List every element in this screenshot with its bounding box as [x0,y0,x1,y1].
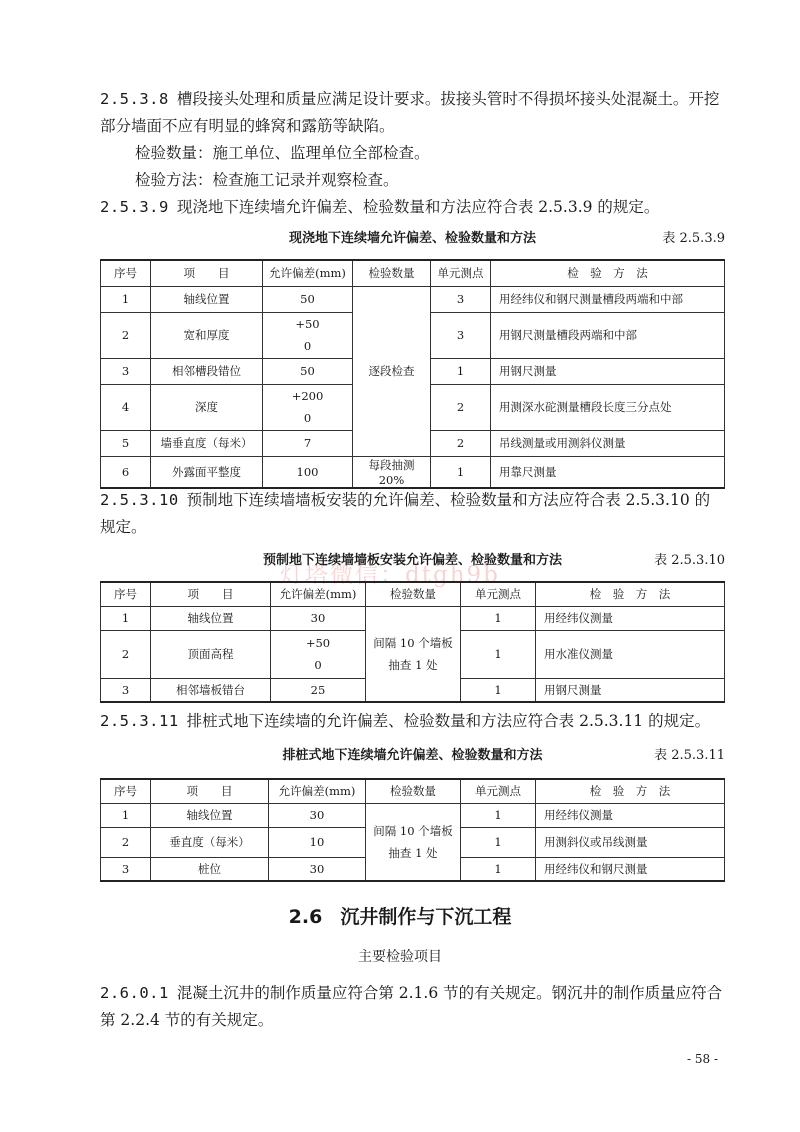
table-row [101,803,725,827]
section-heading [0,902,800,929]
row-method: 用经纬仪和钢尺测量槽段两端和中部 [491,286,725,312]
row-deviation [263,384,353,430]
row-method: 用靠尺测量 [491,456,725,488]
table-header-row [101,260,725,286]
row-item: 外露面平整度 [151,456,263,488]
header-cell: 单元测点 [461,582,536,606]
header-cell: 检 验 方 法 [536,779,725,803]
row-points: 3 [431,312,491,358]
inspection-quantity: 检验数量：施工单位、监理单位全部检查。 [135,144,430,162]
row-method: 用经纬仪测量 [536,606,725,630]
row-method: 用测深水砣测量槽段长度三分点处 [491,384,725,430]
clause-number: 2.5.3.10 [100,491,179,509]
clause-2-5-3-8 [100,86,725,140]
clause-text: 现浇地下连续墙允许偏差、检验数量和方法应符合表 2.5.3.9 的规定。 [176,198,660,216]
header-cell: 检验数量 [366,582,461,606]
section-title: 沉井制作与下沉工程 [340,906,512,928]
row-method: 吊线测量或用测斜仪测量 [491,430,725,456]
row-points: 1 [431,358,491,384]
header-cell: 序号 [101,779,151,803]
row-number: 4 [101,384,151,430]
header-cell: 检 验 方 法 [536,582,725,606]
page-number: - 58 - [686,1052,718,1066]
table-2-5-3-11 [100,778,725,882]
row-item: 轴线位置 [151,606,271,630]
clause-2-6-0-1 [100,980,725,1034]
header-cell: 项 目 [151,582,271,606]
row-number: 3 [101,358,151,384]
row-item: 墙垂直度（每米） [151,430,263,456]
table-caption [100,744,725,768]
clause-text: 预制地下连续墙墙板安装的允许偏差、检验数量和方法应符合表 2.5.3.10 的规定。 [100,491,711,536]
header-cell: 序号 [101,582,151,606]
row-points: 1 [461,803,536,827]
header-cell: 检验数量 [353,260,431,286]
row-deviation [263,312,353,358]
table-number: 表 2.5.3.10 [654,553,725,568]
header-cell: 允许偏差(mm) [271,582,366,606]
header-cell: 序号 [101,260,151,286]
row-points: 1 [461,827,536,857]
row-method: 用测斜仪或吊线测量 [536,827,725,857]
row-number: 2 [101,827,151,857]
row-deviation: 10 [269,827,366,857]
row-item: 垂直度（每米） [151,827,269,857]
deviation-upper: +200 [291,389,324,403]
row-item: 深度 [151,384,263,430]
row-deviation: 30 [269,803,366,827]
table-title: 预制地下连续墙墙板安装允许偏差、检验数量和方法 [262,553,562,568]
table-title: 排桩式地下连续墙允许偏差、检验数量和方法 [282,748,543,763]
table-header-row [101,582,725,606]
clause-text: 槽段接头处理和质量应满足设计要求。拔接头管时不得损坏接头处混凝土。开挖部分墙面不应有明显的蜂窝和露筋等缺陷。 [100,90,720,135]
header-cell: 项 目 [151,779,269,803]
quantity-line: 抽查 1 处 [388,845,438,860]
row-method: 用经纬仪测量 [536,803,725,827]
table-row [101,456,725,488]
table-header-row [101,779,725,803]
row-item: 相邻墙板错台 [151,678,271,702]
header-cell: 单元测点 [431,260,491,286]
header-cell: 允许偏差(mm) [263,260,353,286]
row-number: 1 [101,606,151,630]
deviation-lower: 0 [303,411,312,425]
header-cell: 检 验 方 法 [491,260,725,286]
row-item: 轴线位置 [151,286,263,312]
quantity-line: 间隔 10 个墙板 [373,635,453,650]
clause-number: 2.5.3.8 [100,90,169,108]
clause-2-5-3-11 [100,708,725,735]
row-number: 6 [101,456,151,488]
row-points: 1 [431,456,491,488]
quantity-line: 抽查 1 处 [388,657,438,672]
subheading: 主要检验项目 [358,949,442,965]
header-cell: 项 目 [151,260,263,286]
clause-text: 混凝土沉井的制作质量应符合第 2.1.6 节的有关规定。钢沉井的制作质量应符合第 2.2.4 节的有关规定。 [100,984,723,1029]
row-points: 1 [461,678,536,702]
deviation-upper: +50 [305,636,331,650]
row-quantity: 每段抽测 20% [353,456,431,488]
row-deviation: 25 [271,678,366,702]
row-method: 用水准仪测量 [536,630,725,678]
table-row [101,286,725,312]
row-deviation: 50 [263,286,353,312]
table-title: 现浇地下连续墙允许偏差、检验数量和方法 [288,231,536,246]
row-item: 桩位 [151,857,269,881]
row-method: 用钢尺测量 [536,678,725,702]
header-cell: 允许偏差(mm) [269,779,366,803]
row-number: 1 [101,286,151,312]
deviation-lower: 0 [314,658,322,672]
row-points: 2 [431,384,491,430]
row-method: 用经纬仪和钢尺测量 [536,857,725,881]
clause-number: 2.5.3.11 [100,712,179,730]
clause-number: 2.6.0.1 [100,984,169,1002]
row-deviation: 30 [271,606,366,630]
row-points: 1 [461,606,536,630]
row-number: 3 [101,857,151,881]
row-method: 用钢尺测量 [491,358,725,384]
row-number: 2 [101,630,151,678]
clause-text: 排桩式地下连续墙的允许偏差、检验数量和方法应符合表 2.5.3.11 的规定。 [186,712,711,730]
table-2-5-3-10 [100,581,725,703]
deviation-upper: +50 [295,317,320,331]
row-quantity [366,803,461,881]
row-method: 用钢尺测量槽段两端和中部 [491,312,725,358]
row-deviation: 100 [263,456,353,488]
clause-2-5-3-9 [100,194,725,221]
table-2-5-3-9 [100,259,725,489]
row-deviation: 30 [269,857,366,881]
deviation-lower: 0 [303,339,312,353]
row-points: 1 [461,857,536,881]
row-deviation [271,630,366,678]
section-number: 2.6 [288,906,323,928]
quantity-line: 间隔 10 个墙板 [373,823,453,838]
row-number: 2 [101,312,151,358]
row-number: 1 [101,803,151,827]
row-points: 2 [431,430,491,456]
row-item: 相邻槽段错位 [151,358,263,384]
row-points: 1 [461,630,536,678]
inspection-method: 检验方法：检查施工记录并观察检查。 [135,171,399,189]
header-cell: 检验数量 [366,779,461,803]
watermark: 灯塔微信：dtgh9b [280,562,500,588]
row-points: 3 [431,286,491,312]
row-number: 3 [101,678,151,702]
table-number: 表 2.5.3.9 [662,231,725,246]
row-quantity: 逐段检查 [353,286,431,456]
row-item: 轴线位置 [151,803,269,827]
row-quantity [366,606,461,702]
header-cell: 单元测点 [461,779,536,803]
table-row [101,606,725,630]
row-number: 5 [101,430,151,456]
row-deviation: 50 [263,358,353,384]
clause-number: 2.5.3.9 [100,198,169,216]
row-item: 顶面高程 [151,630,271,678]
table-caption [100,227,725,251]
table-number: 表 2.5.3.11 [654,748,725,763]
clause-2-5-3-10 [100,487,725,541]
row-deviation: 7 [263,430,353,456]
row-item: 宽和厚度 [151,312,263,358]
